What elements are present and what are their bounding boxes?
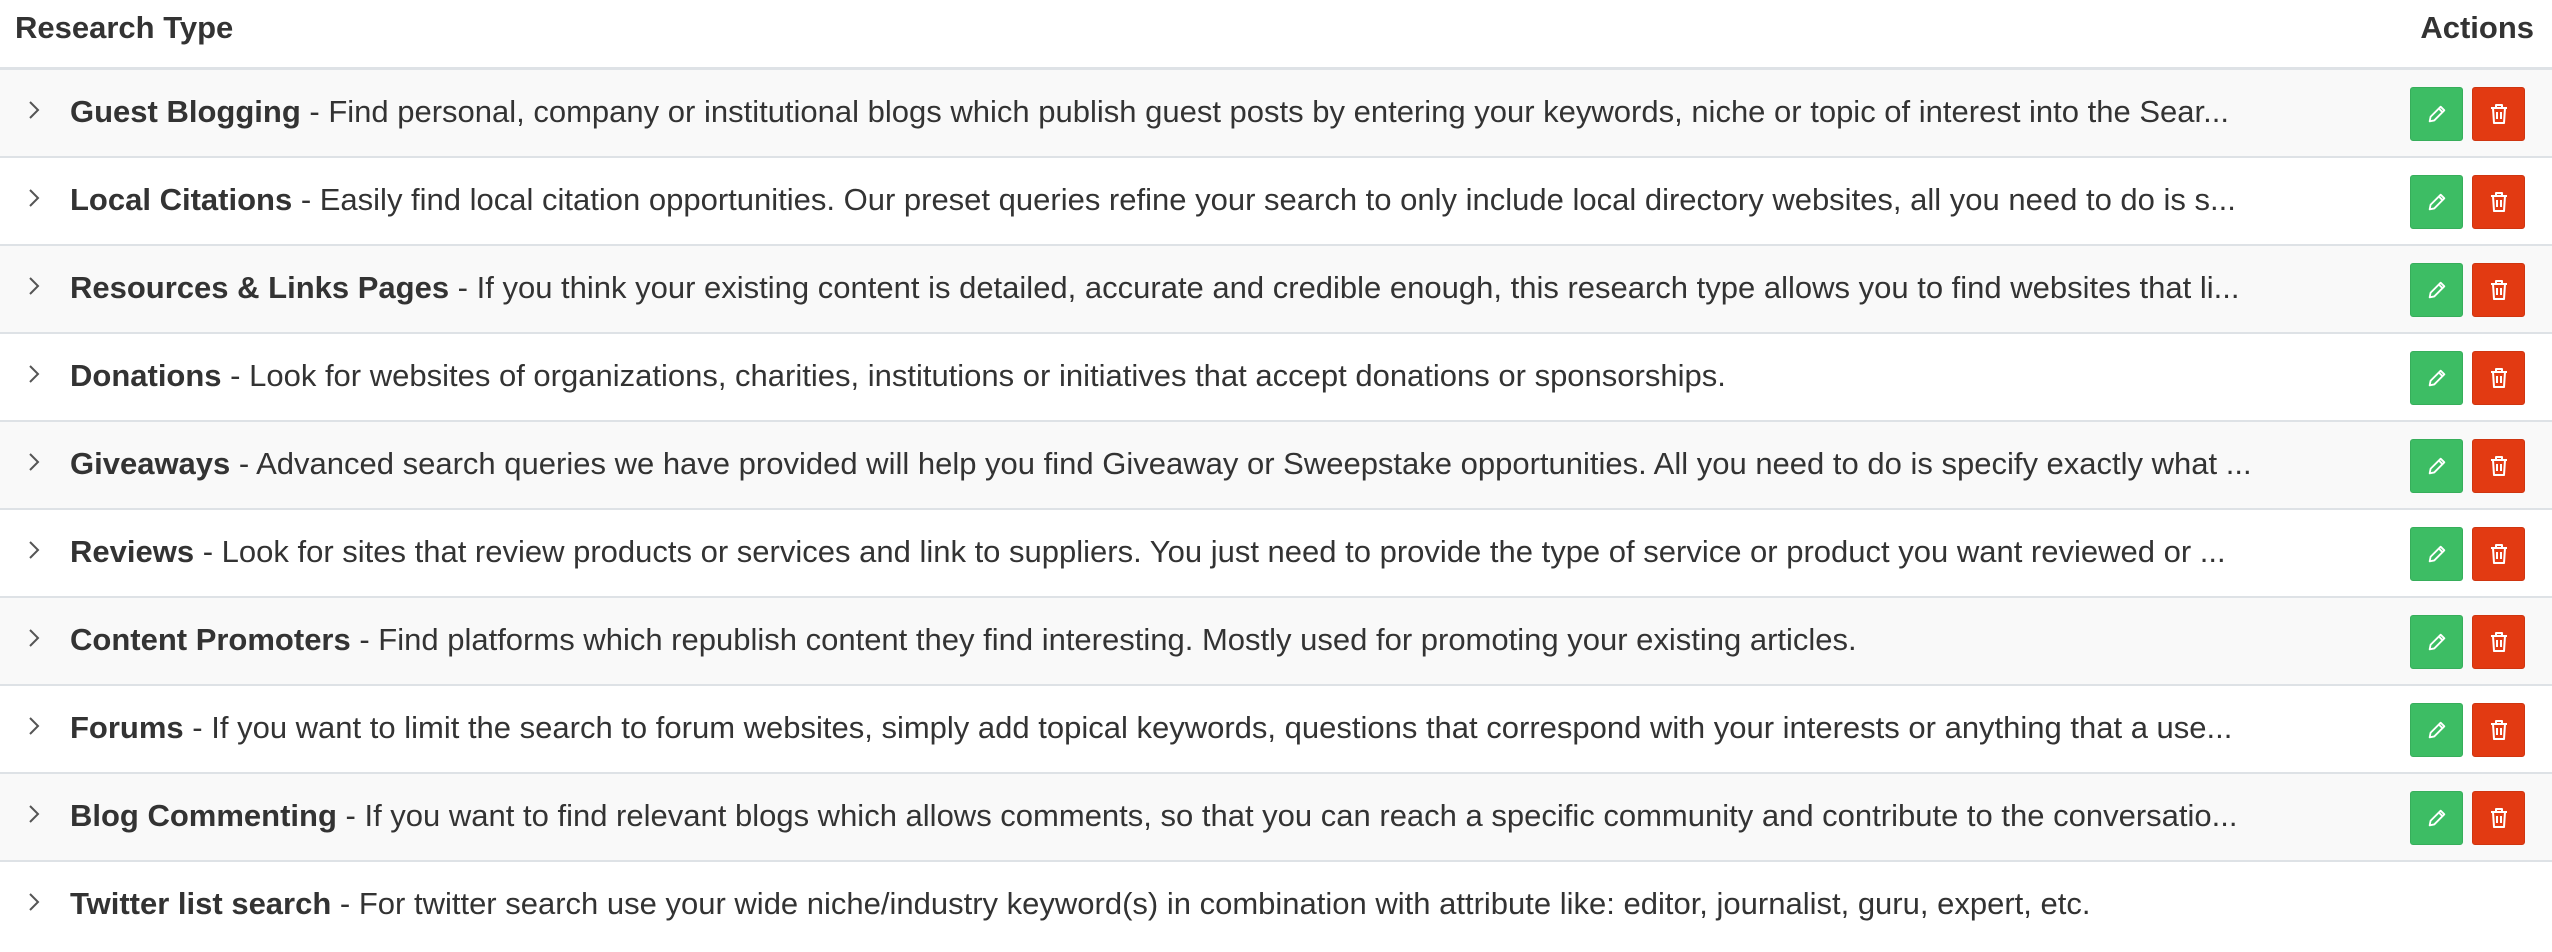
research-type-description: - Look for sites that review products or services and link to suppliers. You just need to provide the type of service or product you want reviewed or ... bbox=[194, 534, 2226, 569]
table-body bbox=[0, 70, 2552, 950]
edit-button[interactable] bbox=[2410, 263, 2463, 317]
table-row[interactable] bbox=[0, 862, 2552, 950]
row-actions bbox=[2410, 615, 2526, 669]
research-type-description: - Look for websites of organizations, charities, institutions or initiatives that accept donations or sponsorships. bbox=[221, 358, 1726, 393]
research-type-description: - Advanced search queries we have provided will help you find Giveaway or Sweepstake opportunities. All you need to do is specify exactly what ... bbox=[230, 446, 2252, 481]
row-text bbox=[70, 884, 2360, 924]
research-type-title: Local Citations bbox=[70, 182, 293, 217]
research-type-title: Reviews bbox=[70, 534, 195, 569]
research-type-description: - Easily find local citation opportunities. Our preset queries refine your search to only include local directory websites, all you need to do is s... bbox=[292, 182, 2236, 217]
research-type-title: Giveaways bbox=[70, 446, 231, 481]
row-actions bbox=[2410, 439, 2526, 493]
table-row[interactable] bbox=[0, 510, 2552, 598]
row-actions bbox=[2410, 703, 2526, 757]
actions-column-header: Actions bbox=[2420, 10, 2534, 45]
research-type-title: Forums bbox=[70, 710, 184, 745]
research-type-title: Blog Commenting bbox=[70, 798, 337, 833]
row-actions bbox=[2410, 791, 2526, 845]
edit-button[interactable] bbox=[2410, 351, 2463, 405]
chevron-right-icon[interactable] bbox=[28, 276, 44, 300]
research-type-description: - Find platforms which republish content they find interesting. Mostly used for promoting your existing articles. bbox=[350, 622, 1857, 657]
table-row[interactable] bbox=[0, 422, 2552, 510]
table-row[interactable] bbox=[0, 774, 2552, 862]
delete-button[interactable] bbox=[2472, 175, 2525, 229]
edit-button[interactable] bbox=[2410, 175, 2463, 229]
research-type-title: Twitter list search bbox=[70, 886, 332, 921]
table-row[interactable] bbox=[0, 158, 2552, 246]
research-type-description: - For twitter search use your wide niche/industry keyword(s) in combination with attribute like: editor, journalist, guru, expert, etc. bbox=[331, 886, 2091, 921]
row-text bbox=[70, 180, 2360, 220]
row-text bbox=[70, 796, 2360, 836]
row-text bbox=[70, 708, 2360, 748]
delete-button[interactable] bbox=[2472, 263, 2525, 317]
row-text bbox=[70, 356, 2360, 396]
row-actions bbox=[2410, 87, 2526, 141]
table-row[interactable] bbox=[0, 70, 2552, 158]
row-text bbox=[70, 268, 2360, 308]
edit-button[interactable] bbox=[2410, 703, 2463, 757]
research-type-description: - If you want to limit the search to forum websites, simply add topical keywords, questions that correspond with your interests or anything that a use... bbox=[183, 710, 2233, 745]
research-type-title: Resources & Links Pages bbox=[70, 270, 450, 305]
table-header bbox=[0, 0, 2552, 70]
row-actions bbox=[2410, 263, 2526, 317]
delete-button[interactable] bbox=[2472, 527, 2525, 581]
research-type-column-header: Research Type bbox=[15, 10, 234, 45]
edit-button[interactable] bbox=[2410, 439, 2463, 493]
table-row[interactable] bbox=[0, 598, 2552, 686]
table-row[interactable] bbox=[0, 334, 2552, 422]
chevron-right-icon[interactable] bbox=[28, 716, 44, 740]
chevron-right-icon[interactable] bbox=[28, 892, 44, 916]
delete-button[interactable] bbox=[2472, 351, 2525, 405]
delete-button[interactable] bbox=[2472, 439, 2525, 493]
research-type-title: Guest Blogging bbox=[70, 94, 301, 129]
table-row[interactable] bbox=[0, 246, 2552, 334]
row-text bbox=[70, 532, 2360, 572]
row-text bbox=[70, 620, 2360, 660]
delete-button[interactable] bbox=[2472, 791, 2525, 845]
chevron-right-icon[interactable] bbox=[28, 100, 44, 124]
delete-button[interactable] bbox=[2472, 703, 2525, 757]
research-type-description: - If you want to find relevant blogs which allows comments, so that you can reach a specific community and contribute to the conversatio... bbox=[336, 798, 2238, 833]
table-row[interactable] bbox=[0, 686, 2552, 774]
chevron-right-icon[interactable] bbox=[28, 804, 44, 828]
row-actions bbox=[2410, 527, 2526, 581]
row-actions bbox=[2410, 351, 2526, 405]
chevron-right-icon[interactable] bbox=[28, 628, 44, 652]
row-text bbox=[70, 92, 2360, 132]
research-type-title: Donations bbox=[70, 358, 222, 393]
edit-button[interactable] bbox=[2410, 791, 2463, 845]
row-actions bbox=[2410, 175, 2526, 229]
chevron-right-icon[interactable] bbox=[28, 452, 44, 476]
edit-button[interactable] bbox=[2410, 615, 2463, 669]
research-type-title: Content Promoters bbox=[70, 622, 351, 657]
chevron-right-icon[interactable] bbox=[28, 188, 44, 212]
chevron-right-icon[interactable] bbox=[28, 540, 44, 564]
delete-button[interactable] bbox=[2472, 615, 2525, 669]
chevron-right-icon[interactable] bbox=[28, 364, 44, 388]
research-type-description: - Find personal, company or institutional blogs which publish guest posts by entering your keywords, niche or topic of interest into the Sear... bbox=[300, 94, 2229, 129]
edit-button[interactable] bbox=[2410, 527, 2463, 581]
research-type-description: - If you think your existing content is detailed, accurate and credible enough, this research type allows you to find websites that li... bbox=[449, 270, 2240, 305]
delete-button[interactable] bbox=[2472, 87, 2525, 141]
edit-button[interactable] bbox=[2410, 87, 2463, 141]
row-text bbox=[70, 444, 2360, 484]
